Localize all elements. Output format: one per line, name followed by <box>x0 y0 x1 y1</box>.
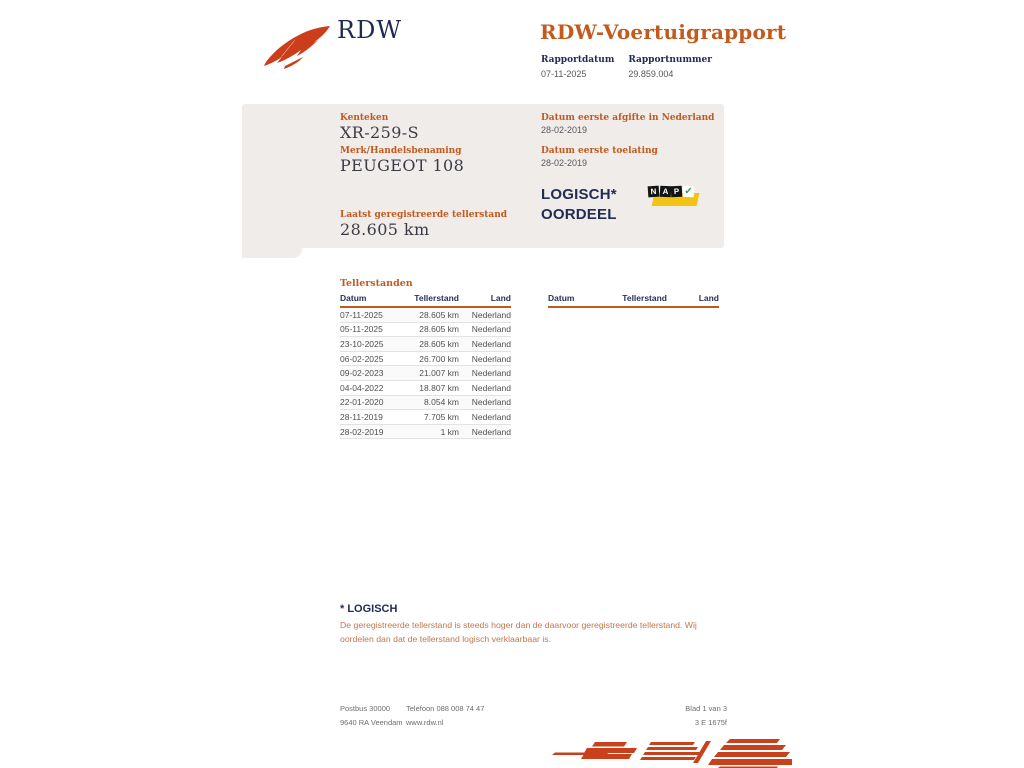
oordeel-text <box>541 185 617 225</box>
footer-paging <box>540 702 727 729</box>
table-cell: Nederland <box>471 382 511 393</box>
table-row <box>340 308 511 323</box>
merk-value: PEUGEOT 108 <box>340 156 465 175</box>
tellerstand-value: 28.605 km <box>340 220 430 239</box>
oordeel-line1: LOGISCH* <box>541 186 617 203</box>
tellerstand-label: Laatst geregistreerde tellerstand <box>340 210 508 220</box>
merk-label: Merk/Handelsbenaming <box>340 146 462 156</box>
toelating-label: Datum eerste toelating <box>541 146 658 156</box>
table-cell: 07-11-2025 <box>340 309 383 320</box>
tellerstanden-table-right <box>548 293 719 308</box>
table-cell: 26.700 km <box>419 353 459 364</box>
report-date-block <box>541 55 614 79</box>
table-cell: Nederland <box>471 309 511 320</box>
col-land: Land <box>698 293 719 303</box>
logisch-note-body: De geregistreerde tellerstand is steeds hoger dan de daarvoor geregistreerde tellerstand. Wij oordelen dan dat de tellerstand logisch verklaarbaar is. <box>340 620 697 644</box>
table-row <box>340 366 511 381</box>
report-number-value: 29.859.004 <box>628 69 674 79</box>
table-cell: Nederland <box>471 324 511 335</box>
report-number-block <box>628 55 712 79</box>
tellerstanden-table-left <box>340 293 511 439</box>
nap-check-icon: ✓ <box>683 185 694 198</box>
afgifte-value: 28-02-2019 <box>541 125 588 135</box>
table-cell: 28.605 km <box>419 338 459 349</box>
table-row <box>340 396 511 411</box>
table-cell: Nederland <box>471 353 511 364</box>
table-header <box>548 293 719 308</box>
table-cell: 09-02-2023 <box>340 368 384 379</box>
table-cell: 22-01-2020 <box>340 397 384 408</box>
table-header <box>340 293 511 308</box>
col-tellerstand: Tellerstand <box>414 293 459 303</box>
rdw-logo-text: RDW <box>337 16 402 44</box>
col-datum: Datum <box>548 293 575 303</box>
table-cell: 05-11-2025 <box>340 324 383 335</box>
report-meta <box>541 55 712 79</box>
table-row <box>340 323 511 338</box>
logisch-note-title: * LOGISCH <box>340 603 398 615</box>
table-cell: 8.054 km <box>424 397 459 408</box>
table-cell: 18.807 km <box>419 382 459 393</box>
table-cell: 7.705 km <box>424 411 459 422</box>
table-body <box>340 308 511 439</box>
table-cell: 28-02-2019 <box>340 426 384 437</box>
table-cell: Nederland <box>471 426 511 437</box>
wing-stripes-artwork <box>548 739 792 768</box>
nap-letter-a: A <box>659 186 671 198</box>
table-cell: 21.007 km <box>419 368 459 379</box>
footer-form-code: 3 E 1675f <box>694 717 727 727</box>
kenteken-label: Kenteken <box>340 113 389 123</box>
col-tellerstand: Tellerstand <box>622 293 667 303</box>
vehicle-summary-box <box>242 104 724 248</box>
vehicle-summary-box-tab <box>242 246 302 258</box>
report-date-label: Rapportdatum <box>541 55 615 65</box>
col-datum: Datum <box>340 293 367 303</box>
table-cell: 06-02-2025 <box>340 353 384 364</box>
table-row <box>340 410 511 425</box>
page-title: RDW-Voertuigrapport <box>540 20 787 44</box>
toelating-value: 28-02-2019 <box>541 158 588 168</box>
table-cell: Nederland <box>471 368 511 379</box>
table-row <box>340 381 511 396</box>
table-cell: 23-10-2025 <box>340 338 384 349</box>
report-number-label: Rapportnummer <box>628 55 712 65</box>
report-date-value: 07-11-2025 <box>541 69 587 79</box>
tellerstanden-title: Tellerstanden <box>340 278 413 289</box>
footer-website: www.rdw.nl <box>406 717 444 727</box>
table-cell: Nederland <box>471 397 511 408</box>
nap-letter-n: N <box>648 186 660 198</box>
footer-city: 9640 RA Veendam <box>340 717 403 727</box>
footer-postbus: Postbus 30000 <box>340 704 391 713</box>
table-cell: 28.605 km <box>419 309 459 320</box>
footer-contact <box>406 702 484 729</box>
footer-address <box>340 702 403 729</box>
table-cell: 04-04-2022 <box>340 382 384 393</box>
rdw-wing-logo <box>263 25 331 69</box>
table-row <box>340 337 511 352</box>
table-cell: 28-11-2019 <box>340 411 383 422</box>
footer-page-indicator: Blad 1 van 3 <box>685 704 727 713</box>
table-cell: 28.605 km <box>419 324 459 335</box>
table-cell: Nederland <box>471 411 511 422</box>
nap-logo <box>648 186 702 210</box>
kenteken-value: XR-259-S <box>340 123 419 142</box>
footer-phone: Telefoon 088 008 74 47 <box>406 704 485 713</box>
table-cell: 1 km <box>440 426 459 437</box>
nap-letter-p: P <box>671 186 683 198</box>
table-row <box>340 352 511 367</box>
afgifte-label: Datum eerste afgifte in Nederland <box>541 113 715 123</box>
table-row <box>340 425 511 440</box>
col-land: Land <box>490 293 511 303</box>
oordeel-line2: OORDEEL <box>541 206 617 223</box>
table-cell: Nederland <box>471 338 511 349</box>
